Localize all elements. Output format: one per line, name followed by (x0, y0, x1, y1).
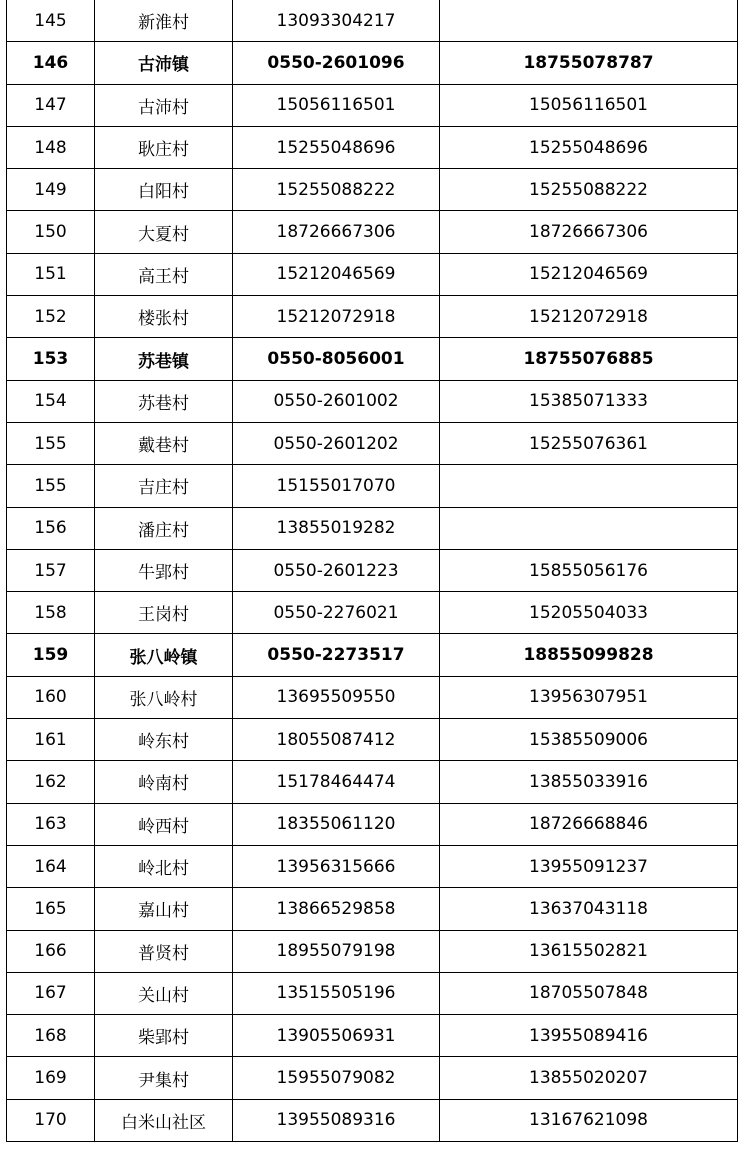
village-name-cell: 岭北村 (95, 845, 233, 887)
village-name-cell: 张八岭镇 (95, 634, 233, 676)
table-row-town (7, 338, 738, 380)
table-row (7, 296, 738, 338)
row-number-cell: 155 (7, 422, 95, 464)
row-number-cell: 157 (7, 549, 95, 591)
table-row-town (7, 634, 738, 676)
table-row (7, 507, 738, 549)
village-name-cell: 戴巷村 (95, 422, 233, 464)
village-name-cell: 楼张村 (95, 296, 233, 338)
village-name-cell: 吉庄村 (95, 465, 233, 507)
row-number-cell: 164 (7, 845, 95, 887)
table-row (7, 888, 738, 930)
phone-secondary-cell: 18726668846 (440, 803, 738, 845)
village-name-cell: 古沛村 (95, 84, 233, 126)
phone-primary-cell: 13855019282 (233, 507, 440, 549)
phone-primary-cell: 0550-2601202 (233, 422, 440, 464)
row-number-cell: 154 (7, 380, 95, 422)
phone-secondary-cell: 15385509006 (440, 719, 738, 761)
row-number-cell: 166 (7, 930, 95, 972)
table-row (7, 1057, 738, 1099)
table-row (7, 422, 738, 464)
table-row (7, 676, 738, 718)
row-number-cell: 163 (7, 803, 95, 845)
phone-primary-cell: 0550-2601223 (233, 549, 440, 591)
phone-primary-cell: 0550-2273517 (233, 634, 440, 676)
village-name-cell: 高王村 (95, 253, 233, 295)
phone-secondary-cell: 13615502821 (440, 930, 738, 972)
village-name-cell: 嘉山村 (95, 888, 233, 930)
phone-primary-cell: 15212046569 (233, 253, 440, 295)
village-name-cell: 大夏村 (95, 211, 233, 253)
table-row (7, 1015, 738, 1057)
phone-primary-cell: 13956315666 (233, 845, 440, 887)
village-name-cell: 尹集村 (95, 1057, 233, 1099)
row-number-cell: 149 (7, 169, 95, 211)
table-row (7, 592, 738, 634)
phone-primary-cell: 15155017070 (233, 465, 440, 507)
table-row (7, 253, 738, 295)
phone-secondary-cell: 15255048696 (440, 126, 738, 168)
table-row (7, 211, 738, 253)
contact-table (6, 0, 738, 1142)
phone-primary-cell: 0550-8056001 (233, 338, 440, 380)
phone-primary-cell: 13955089316 (233, 1099, 440, 1141)
row-number-cell: 167 (7, 972, 95, 1014)
phone-primary-cell: 15255088222 (233, 169, 440, 211)
table-row (7, 169, 738, 211)
row-number-cell: 160 (7, 676, 95, 718)
phone-primary-cell: 0550-2601002 (233, 380, 440, 422)
village-name-cell: 古沛镇 (95, 42, 233, 84)
phone-secondary-cell: 13955089416 (440, 1015, 738, 1057)
village-name-cell: 岭西村 (95, 803, 233, 845)
phone-secondary-cell: 15212072918 (440, 296, 738, 338)
phone-secondary-cell: 15255076361 (440, 422, 738, 464)
phone-primary-cell: 13515505196 (233, 972, 440, 1014)
row-number-cell: 145 (7, 0, 95, 42)
table-row (7, 465, 738, 507)
table-row (7, 972, 738, 1014)
phone-secondary-cell: 15855056176 (440, 549, 738, 591)
village-name-cell: 王岗村 (95, 592, 233, 634)
village-name-cell: 关山村 (95, 972, 233, 1014)
phone-secondary-cell: 13855033916 (440, 761, 738, 803)
phone-primary-cell: 15955079082 (233, 1057, 440, 1099)
phone-secondary-cell: 15205504033 (440, 592, 738, 634)
table-row (7, 84, 738, 126)
phone-primary-cell: 13905506931 (233, 1015, 440, 1057)
village-name-cell: 白米山社区 (95, 1099, 233, 1141)
row-number-cell: 153 (7, 338, 95, 380)
phone-primary-cell: 15056116501 (233, 84, 440, 126)
row-number-cell: 146 (7, 42, 95, 84)
phone-secondary-cell: 15056116501 (440, 84, 738, 126)
table-row (7, 719, 738, 761)
phone-primary-cell: 15212072918 (233, 296, 440, 338)
row-number-cell: 152 (7, 296, 95, 338)
phone-secondary-cell: 18755076885 (440, 338, 738, 380)
table-row (7, 930, 738, 972)
table-row (7, 845, 738, 887)
village-name-cell: 牛郢村 (95, 549, 233, 591)
table-row (7, 549, 738, 591)
village-name-cell: 张八岭村 (95, 676, 233, 718)
row-number-cell: 168 (7, 1015, 95, 1057)
table-row (7, 0, 738, 42)
village-name-cell: 苏巷镇 (95, 338, 233, 380)
village-name-cell: 岭南村 (95, 761, 233, 803)
phone-primary-cell: 0550-2276021 (233, 592, 440, 634)
table-row (7, 380, 738, 422)
row-number-cell: 147 (7, 84, 95, 126)
village-name-cell: 柴郢村 (95, 1015, 233, 1057)
phone-primary-cell: 13866529858 (233, 888, 440, 930)
village-name-cell: 岭东村 (95, 719, 233, 761)
row-number-cell: 161 (7, 719, 95, 761)
village-name-cell: 普贤村 (95, 930, 233, 972)
table-body (7, 0, 738, 1142)
phone-secondary-cell: 15255088222 (440, 169, 738, 211)
row-number-cell: 151 (7, 253, 95, 295)
phone-secondary-cell: 15385071333 (440, 380, 738, 422)
village-name-cell: 苏巷村 (95, 380, 233, 422)
phone-primary-cell: 18055087412 (233, 719, 440, 761)
phone-primary-cell: 13093304217 (233, 0, 440, 42)
phone-primary-cell: 13695509550 (233, 676, 440, 718)
village-name-cell: 新淮村 (95, 0, 233, 42)
phone-primary-cell: 15178464474 (233, 761, 440, 803)
row-number-cell: 155 (7, 465, 95, 507)
row-number-cell: 165 (7, 888, 95, 930)
row-number-cell: 158 (7, 592, 95, 634)
table-row (7, 1099, 738, 1141)
phone-secondary-cell (440, 465, 738, 507)
phone-primary-cell: 15255048696 (233, 126, 440, 168)
table-row (7, 761, 738, 803)
row-number-cell: 162 (7, 761, 95, 803)
phone-secondary-cell: 15212046569 (440, 253, 738, 295)
phone-primary-cell: 18355061120 (233, 803, 440, 845)
phone-secondary-cell: 13637043118 (440, 888, 738, 930)
phone-secondary-cell: 18755078787 (440, 42, 738, 84)
village-name-cell: 潘庄村 (95, 507, 233, 549)
row-number-cell: 159 (7, 634, 95, 676)
phone-primary-cell: 0550-2601096 (233, 42, 440, 84)
phone-secondary-cell: 18726667306 (440, 211, 738, 253)
phone-secondary-cell: 13167621098 (440, 1099, 738, 1141)
table-row (7, 126, 738, 168)
village-name-cell: 白阳村 (95, 169, 233, 211)
row-number-cell: 169 (7, 1057, 95, 1099)
row-number-cell: 170 (7, 1099, 95, 1141)
row-number-cell: 156 (7, 507, 95, 549)
row-number-cell: 148 (7, 126, 95, 168)
phone-primary-cell: 18726667306 (233, 211, 440, 253)
table-row (7, 803, 738, 845)
table-row-town (7, 42, 738, 84)
phone-secondary-cell: 13855020207 (440, 1057, 738, 1099)
phone-secondary-cell: 18855099828 (440, 634, 738, 676)
phone-secondary-cell: 18705507848 (440, 972, 738, 1014)
phone-secondary-cell (440, 507, 738, 549)
row-number-cell: 150 (7, 211, 95, 253)
phone-primary-cell: 18955079198 (233, 930, 440, 972)
phone-secondary-cell: 13956307951 (440, 676, 738, 718)
village-name-cell: 耿庄村 (95, 126, 233, 168)
phone-secondary-cell: 13955091237 (440, 845, 738, 887)
phone-secondary-cell (440, 0, 738, 42)
